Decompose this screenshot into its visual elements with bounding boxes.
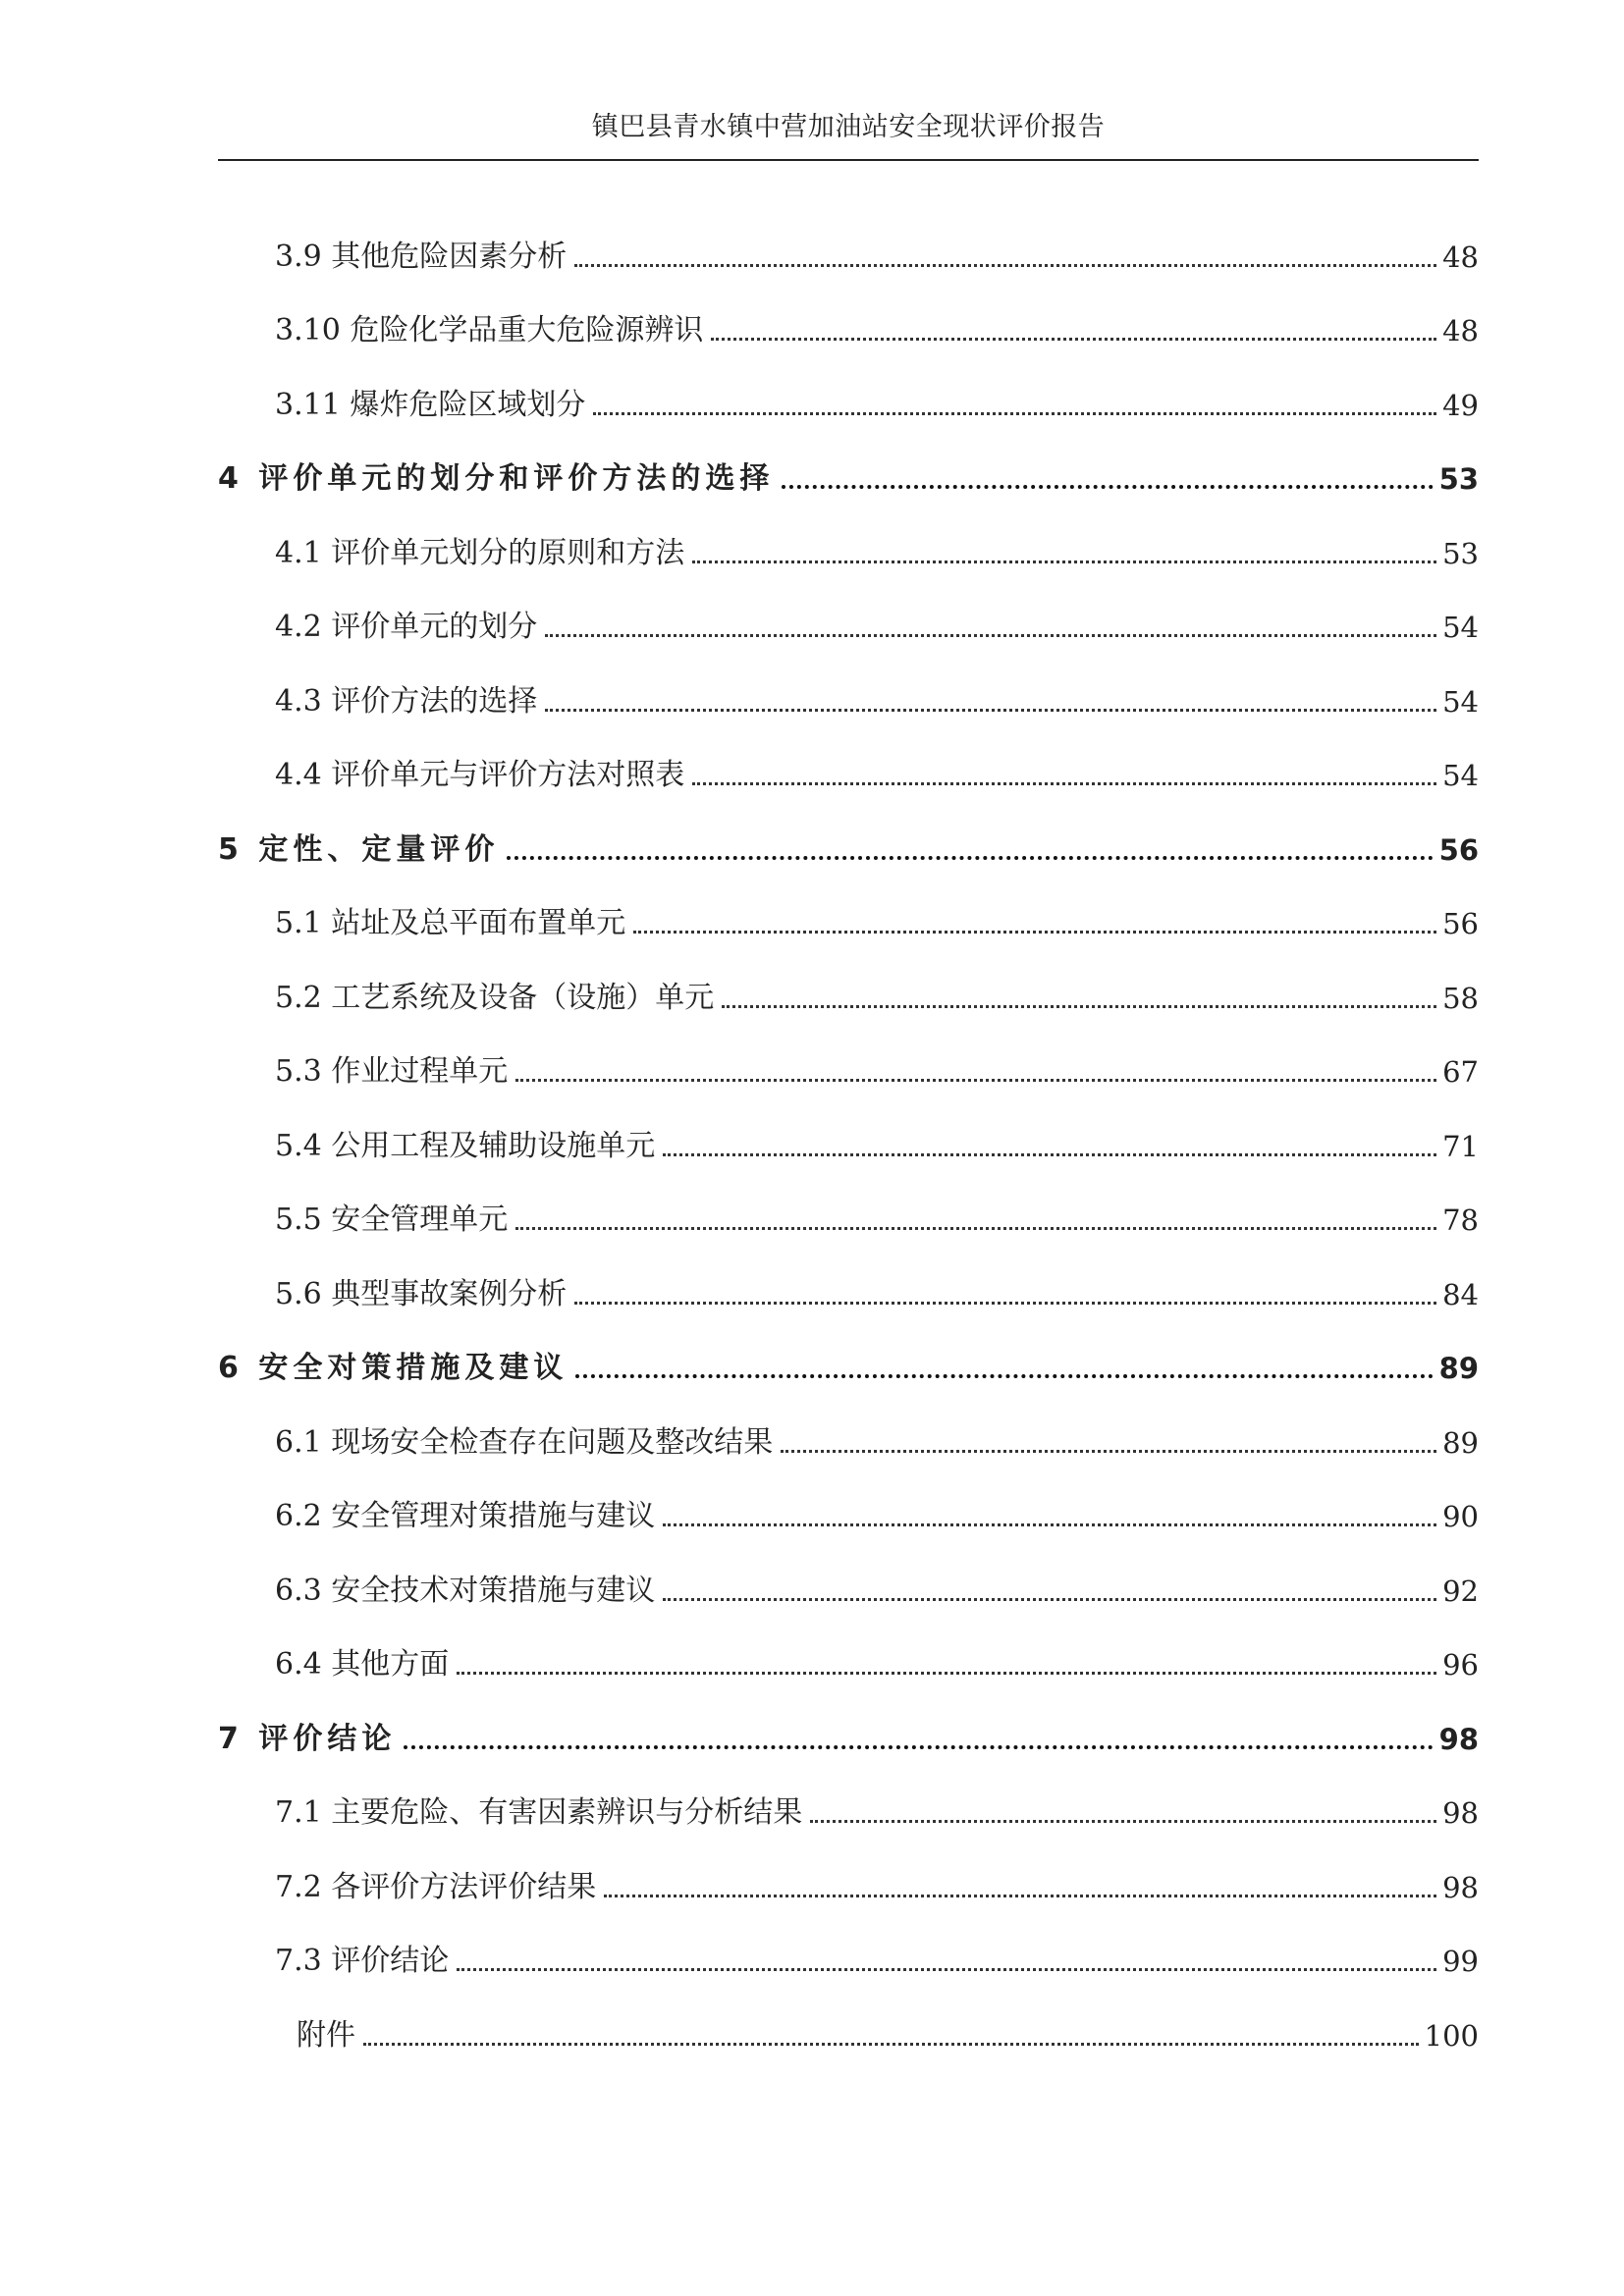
toc-page-number: 53	[1442, 536, 1479, 570]
toc-dot-leader	[692, 561, 1436, 563]
toc-entry[interactable]	[218, 214, 1479, 289]
toc-entry[interactable]	[218, 1548, 1479, 1623]
toc-page-number: 54	[1442, 611, 1479, 644]
toc-entry-label: 5.4 公用工程及辅助设施单元	[275, 1128, 656, 1163]
toc-page-number: 54	[1442, 759, 1479, 792]
toc-chapter-label: 7 评价结论	[218, 1721, 397, 1756]
toc-dot-leader	[782, 485, 1433, 489]
toc-entry-label: 5.5 安全管理单元	[275, 1202, 509, 1237]
toc-page-number: 54	[1442, 684, 1479, 719]
toc-dot-leader	[363, 2043, 1419, 2046]
toc-page-number: 49	[1442, 388, 1479, 422]
toc-entry-label: 5.2 工艺系统及设备（设施）单元	[275, 980, 715, 1015]
toc-dot-leader	[711, 338, 1436, 341]
toc-dot-leader	[781, 1450, 1436, 1453]
toc-dot-leader	[692, 782, 1436, 785]
toc-entry[interactable]	[218, 1178, 1479, 1253]
toc-page-number: 99	[1442, 1945, 1479, 1978]
toc-dot-leader	[507, 856, 1433, 860]
toc-page-number: 53	[1438, 462, 1479, 496]
toc-entry-label: 5.1 站址及总平面布置单元	[275, 906, 626, 940]
toc-dot-leader	[604, 1895, 1436, 1897]
toc-page-number: 48	[1442, 314, 1479, 347]
toc-dot-leader	[722, 1005, 1436, 1008]
toc-dot-leader	[663, 1523, 1436, 1526]
toc-entry-label: 4.1 评价单元划分的原则和方法	[275, 535, 685, 570]
toc-page-number: 48	[1442, 240, 1479, 274]
toc-appendix-label: 附件	[297, 2017, 355, 2053]
toc-dot-leader	[457, 1672, 1436, 1675]
toc-dot-leader	[663, 1153, 1436, 1156]
toc-entry[interactable]	[218, 659, 1479, 733]
toc-entry[interactable]	[218, 1030, 1479, 1104]
toc-page-number: 89	[1442, 1425, 1479, 1460]
toc-chapter-entry[interactable]	[218, 807, 1479, 881]
report-title-header: 镇巴县青水镇中营加油站安全现状评价报告	[591, 112, 1106, 142]
toc-entry[interactable]	[218, 955, 1479, 1030]
toc-entry[interactable]	[218, 881, 1479, 956]
toc-dot-leader	[663, 1598, 1436, 1601]
toc-chapter-entry[interactable]	[218, 1326, 1479, 1401]
toc-dot-leader	[575, 1374, 1433, 1378]
toc-entry-label: 6.2 安全管理对策措施与建议	[275, 1499, 656, 1533]
toc-entry-label: 3.11 爆炸危险区域划分	[275, 387, 586, 422]
toc-dot-leader	[574, 1302, 1436, 1305]
toc-entry-label: 3.10 危险化学品重大危险源辨识	[275, 313, 704, 347]
toc-entry-label: 6.1 现场安全检查存在问题及整改结果	[275, 1424, 774, 1460]
toc-page-number: 84	[1442, 1277, 1479, 1311]
toc-page-number: 89	[1438, 1352, 1479, 1385]
toc-page-number: 90	[1442, 1500, 1479, 1533]
toc-entry[interactable]	[218, 1474, 1479, 1549]
toc-entry-label: 4.4 评价单元与评价方法对照表	[275, 758, 685, 792]
toc-entry[interactable]	[218, 1919, 1479, 1994]
toc-page-number: 67	[1442, 1055, 1479, 1089]
toc-entry-label: 7.2 各评价方法评价结果	[275, 1869, 597, 1904]
toc-entry[interactable]	[218, 1623, 1479, 1697]
toc-entry-label: 4.2 评价单元的划分	[275, 610, 538, 644]
toc-entry-label: 7.1 主要危险、有害因素辨识与分析结果	[275, 1795, 803, 1830]
toc-page-number: 96	[1442, 1648, 1479, 1682]
toc-dot-leader	[404, 1745, 1433, 1749]
toc-page-number: 98	[1442, 1870, 1479, 1904]
toc-chapter-entry[interactable]	[218, 1696, 1479, 1771]
toc-page-number: 98	[1442, 1796, 1479, 1830]
toc-page-number: 56	[1442, 907, 1479, 940]
toc-entry[interactable]	[218, 1400, 1479, 1474]
toc-dot-leader	[810, 1820, 1436, 1823]
toc-entry-label: 3.9 其他危险因素分析	[275, 239, 568, 274]
toc-entry-label: 5.3 作业过程单元	[275, 1054, 509, 1089]
toc-entry-label: 4.3 评价方法的选择	[275, 683, 538, 719]
page-header	[218, 110, 1479, 161]
toc-chapter-label: 5 定性、定量评价	[218, 831, 500, 867]
toc-page-number: 92	[1442, 1574, 1479, 1608]
toc-dot-leader	[515, 1227, 1436, 1230]
toc-dot-leader	[515, 1079, 1436, 1082]
toc-dot-leader	[633, 931, 1436, 934]
toc-dot-leader	[457, 1968, 1436, 1971]
toc-entry[interactable]	[218, 733, 1479, 808]
toc-page-number: 98	[1438, 1722, 1479, 1756]
toc-dot-leader	[574, 264, 1436, 267]
toc-page-number: 58	[1442, 981, 1479, 1015]
table-of-contents	[218, 214, 1479, 2067]
toc-chapter-entry[interactable]	[218, 437, 1479, 511]
toc-chapter-label: 6 安全对策措施及建议	[218, 1351, 568, 1385]
toc-page-number: 100	[1424, 2018, 1479, 2053]
toc-entry-label: 6.3 安全技术对策措施与建议	[275, 1573, 656, 1608]
toc-dot-leader	[593, 412, 1436, 415]
toc-entry-label: 5.6 典型事故案例分析	[275, 1276, 568, 1311]
toc-entry-label: 6.4 其他方面	[275, 1647, 450, 1682]
toc-entry[interactable]	[218, 510, 1479, 585]
toc-entry[interactable]	[218, 1103, 1479, 1178]
toc-page-number: 56	[1438, 832, 1479, 867]
toc-entry[interactable]	[218, 1844, 1479, 1919]
toc-appendix-entry[interactable]	[218, 1993, 1479, 2067]
toc-dot-leader	[545, 709, 1436, 712]
toc-entry[interactable]	[218, 1252, 1479, 1326]
toc-entry[interactable]	[218, 1771, 1479, 1845]
toc-dot-leader	[545, 634, 1436, 637]
toc-chapter-label: 4 评价单元的划分和评价方法的选择	[218, 461, 775, 496]
toc-entry[interactable]	[218, 362, 1479, 437]
toc-page-number: 78	[1442, 1203, 1479, 1237]
toc-entry[interactable]	[218, 585, 1479, 660]
toc-page-number: 71	[1442, 1129, 1479, 1163]
toc-entry[interactable]	[218, 289, 1479, 363]
toc-entry-label: 7.3 评价结论	[275, 1944, 450, 1978]
